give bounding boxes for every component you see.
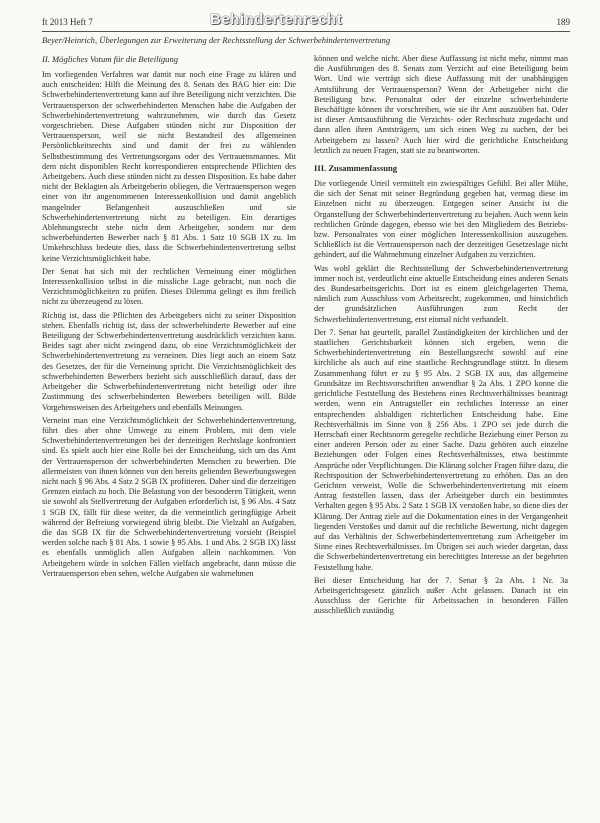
running-title: Beyer/Heinrich, Überlegungen zur Erweiterung der Rechtsstellung der Schwerbehindertenvertretung bbox=[42, 35, 391, 45]
section-heading: III. Zusammenfassung bbox=[314, 163, 398, 174]
journal-page bbox=[42, 0, 570, 823]
journal-title: Behindertenrecht bbox=[210, 11, 343, 28]
issue-label: ft 2013 Heft 7 bbox=[42, 17, 93, 27]
right-column bbox=[314, 54, 568, 620]
paragraph: Der 7. Senat hat geurteilt, parallel Zuständigkeiten der kirchlichen und der staatlichen Gerichtsbarkeit können sich ergeben, wenn die Schwerbehindertenvertretung ein Bestellungsrecht sowohl auf eine kirchliche als auch auf eine staatliche Rechtsgrundlage stützt. In diesem Zusammenhang führt er zu § 95 Abs. 2 SGB IX aus, das allgemeine Grundsätze im Rechtsvorschriften anwendbar § 2a Abs. 1 ZPO konne die gerichtliche Feststellung des Bestehens eines Rechtsverhältnisses beantragt werden, wenn ein Antragsteller ein rechtliches Interesse an einer entsprechenden alsbaldigen richterlichen Entscheidung habe. Eine Rechtsverhältnis im Sinne von § 256 Abs. 1 ZPO sei jede durch die Herrschaft einer Rechtsnorm geregelte rechtliche Beziehung einer Person zu einer anderen Person oder zu einer Sache. Dazu gehören auch einzelne Beziehungen oder Folgen eines Rechtsverhältnisses, etwa bestimmte Ansprüche oder Verpflichtungen. Die Klärung solcher Fragen führe dazu, die Rechtsposition der Schwerbehindertenvertretung zu erhöhen. Das an den Gerichten verweist, Wolle die Schwerbehindertenvertretung mit einem Antrag feststellen lassen, dass der Arbeitgeber durch ein bestimmtes Verhalten gegen § 95 Abs. 2 Satz 1 SGB IX verstoßen habe, so diene dies der Klärung. Der Antrag ziele auf die Dokumentation eines in der Vergangenheit liegenden Verstoßes und damit auf die rechtliche Bewertung, nicht dagegen auf das Verhältnis der Schwerbehindertenvertretung zum Arbeitgeber im Sinne eines Rechtsverhältnisses. Im Übrigen sei auch wieder dargetan, dass die Schwerbehindertenvertretung ein berechtigtes Interesse an der begehrten Feststellung habe. bbox=[314, 327, 568, 572]
header-rule bbox=[42, 31, 570, 32]
paragraph: Im vorliegenden Verfahren war damit nur noch eine Frage zu klären und auch entscheiden: Hilft die Meinung des 8. Senats des BAG hier ein: Die Schwerbehindertenvertretung kann auf ihre Beteiligung nicht verzichten. Die Vertrauensperson der schwerbehinderten Menschen habe die Aufgaben der Schwerbehindertenvertretung wahrzunehmen, wie durch das Gesetz vorgeschrieben. Diese Aufgaben stünden nicht zur Disposition der Vertrauensperson, weil sie nicht Bestandteil des allgemeinen Persönlichkeitsrechts sind und damit der frei zu wählenden Selbstbestimmung des Vertretungsorgans oder des Vertrauensmannes. Mit dem nicht disponiblen Recht korrespondieren entsprechende Pflichten des Arbeitgebers. Auch diese stünden nicht zu dessen Disposition. Es habe daher nicht der Beklagten als Arbeitgeberin obliegen, die Vertrauensperson wegen einer von ihr angenommenen Interessenkollision und damit angeblich mangelnder Befangenheit auszuschließen und sie Schwerbehindertenvertretung nicht zu beteiligen. Ein derartiges Ablehnungsrecht stehe nicht dem Arbeitgeber, sondern nur dem schwerbehinderten Bewerber nach § 81 Abs. 1 Satz 10 SGB IX zu. Im Umkehrschluss bedeute dies, dass die Schwerbehindertenvertretung selbst keine Verzichtsmöglichkeit habe. bbox=[42, 70, 296, 263]
paragraph: Der Senat hat sich mit der rechtlichen Verneinung einer möglichen Interessenkollision selbst in die missliche Lage gebracht, nun noch die Verzichtsmöglichkeiten zu prüfen. Dieses Dilemma gelingt es ihm freilich nicht zu überzeugend zu lösen. bbox=[42, 266, 296, 307]
page-number: 189 bbox=[556, 17, 570, 27]
paragraph: Was wohl geklärt die Rechtsstellung der Schwerbehindertenvertretung immer noch ist, verdeutlicht eine aktuelle Entscheidung eines anderen Senats des Bundesarbeitsgerichts. Dort ist es einem gleichgelagerten Thema, nämlich zum Ausschluss vom Arbeitsrecht, zugekommen, und hinsichtlich der grundsätzlichen Ausführungen zum Recht der Schwerbehindertenvertretung, erst einmal nicht verhandelt. bbox=[314, 263, 568, 324]
paragraph: können und welche nicht. Aber diese Auffassung ist nicht mehr, nimmt man die Ausführungen des 8. Senats zum Verzicht auf eine Beteiligung beim Wort. Und wie verträgt sich diese Auffassung mit der unabhängigen Amtsführung der Vertrauensperson? Wenn der Arbeitgeber nicht die Beteiligung bzw. Personalrat oder der einzelne schwerbehinderte Beschäftigte können ihr vorschreiben, wie sie ihr Amt auszuüben hat. Oder ist dieser Amtsausführung die Verzichts- oder Rechtschutz zugedacht und dann allen ihren Amtsträgern, um sich einen Weg zu suchen, der bei Arbeitgebern zu lassen? Auch hier wird die gerichtliche Entscheidung letztlich zu neuen Fragen, statt sie zu beantworten. bbox=[314, 54, 568, 155]
left-column bbox=[42, 54, 296, 582]
paragraph: Bei dieser Entscheidung hat der 7. Senat § 2a Abs. 1 Nr. 3a Arbeitsgerichtsgesetz gänzlich außer Acht gelassen. Danach ist ein Ausschluss der Gerichte für Arbeitssachen in besonderen Fällen ausschließlich zuständig bbox=[314, 575, 568, 616]
paragraph: Die vorliegende Urteil vermittelt ein zwiespältiges Gefühl. Bei aller Mühe, die sich der Senat mit seiner Begründung gegeben hat, vermag diese im Einzelnen nicht zu überzeugen. Entgegen seiner Ansicht ist die Organstellung der Schwerbehindertenvertretung zu bejahen. Auch wenn kein rechtlichen Gründe dagegen, ebenso wie bei den Mitgliedern des Betriebs- bzw. Personalrates von einer möglichen Interessenkollision auszugehen. Schließlich ist die Vertrauensperson nach der derzeitigen Gesetzeslage nicht gehindert, auf die Wahrnehmung einzelner Aufgaben zu verzichten. bbox=[314, 179, 568, 260]
section-heading: II. Mögliches Votum für die Beteiligung bbox=[42, 54, 179, 64]
paragraph: Verneint man eine Verzichtsmöglichkeit der Schwerbehindertenvertretung, führt dies aber ohne Umwege zu einem Problem, mit dem viele Schwerbehindertenvertretungen bei der derzeitigen Rechtslage konfrontiert sind. Es spielt auch hier eine Rolle bei der Entscheidung, sich um das Amt der Vertrauensperson der schwerbehinderten Menschen zu bewerben. Die allermeisten von ihnen können von den bereits geltenden Bewerbungswegen nicht nach § 96 Abs. 4 Satz 2 SGB IX profitieren. Daher sind die derzeitigen Grenzen einfach zu hoch. Die Belastung von der besonderen Tätigkeit, wenn sie sowohl als Stellvertretung der Aufgaben erforderlich ist, § 96 Abs. 4 Satz 1 SGB IX, fällt für diese weiter, da die vermeintlich geringfügige Arbeit während der Befreiung vorwiegend übrig bleibt. Die Vielzahl an Aufgaben, die das SGB IX für die Schwerbehindertenvertretung vorsieht (Beispiel werden solche nach § 81 Abs. 1 sowie § 95 Abs. 1 und Abs. 2 SGB IX) lässt es ebenfalls unmöglich allen Aufgaben allein nachkommen. Von Arbeitgebern würde in solchen Fällen vielfach angebracht, dann müsse die Vertrauensperson eben sehen, welche Aufgaben sie wahrnehmen bbox=[42, 415, 296, 578]
paragraph: Richtig ist, dass die Pflichten des Arbeitgebers nicht zu seiner Disposition stehen. Ebenfalls richtig ist, dass der schwerbehinderte Bewerber auf eine Beteiligung der Schwerbehindertenvertretung ausdrücklich verzichten kann. Beides sagt aber nicht zwingend dazu, ob eine Verzichtsmöglichkeit der Schwerbehindertenvertretung zu verneinen. Dies liegt auch an einem Satz des Gesetzes, der für die Verneinung spricht. Die Verzichtsmöglichkeit des schwerbehinderten Bewerbers bezieht sich ausschließlich darauf, dass der Arbeitgeber die Schwerbehindertenvertretung nicht beteiligt oder ihre Zustimmung des schwerbehinderten Bewerbers beteiligen will. Bilde Vorgehensweisen des Arbeitgebers und ebenfalls Meinungen. bbox=[42, 310, 296, 412]
page-header bbox=[42, 11, 570, 30]
